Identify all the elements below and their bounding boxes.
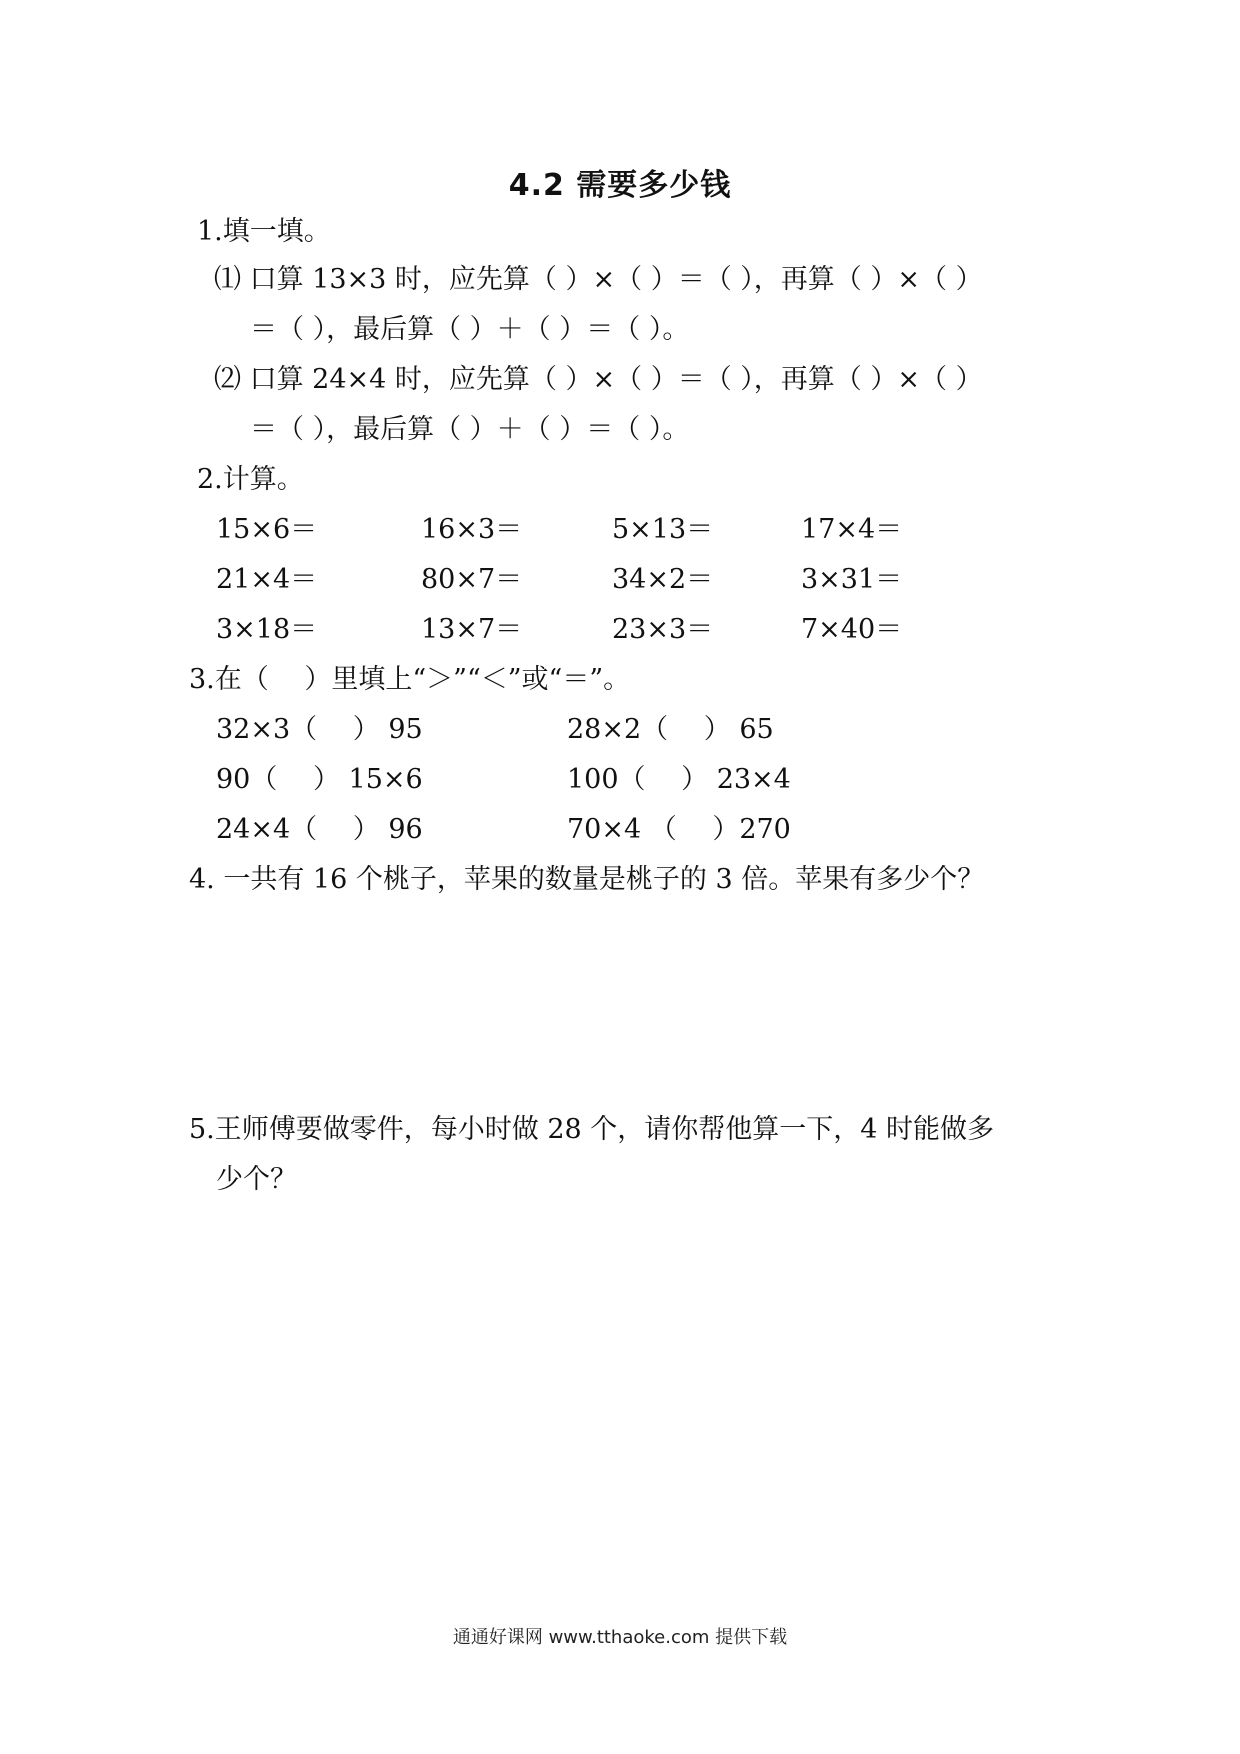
calc-item: 80×7＝: [421, 564, 523, 595]
calc-item: 3×18＝: [216, 614, 318, 645]
calc-item: 15×6＝: [216, 514, 318, 545]
compare-item: 100（ ） 23×4: [567, 764, 791, 795]
compare-item: 90（ ） 15×6: [216, 764, 423, 795]
section1-heading: 1.填一填。: [197, 216, 331, 247]
compare-item: 28×2（ ） 65: [567, 714, 774, 745]
calc-item: 16×3＝: [421, 514, 523, 545]
calc-item: 3×31＝: [801, 564, 903, 595]
section2-heading: 2.计算。: [197, 464, 304, 495]
calc-item: 23×3＝: [612, 614, 714, 645]
calc-item: 21×4＝: [216, 564, 318, 595]
section1-item1-line2: ＝（ ），最后算（ ）＋（ ）＝（ ）。: [250, 314, 690, 345]
section5-question-line1: 5.王师傅要做零件，每小时做 28 个，请你帮他算一下，4 时能做多: [189, 1114, 995, 1145]
compare-item: 70×4 （ ）270: [567, 814, 791, 845]
section3-heading: 3.在（ ）里填上“＞”“＜”或“＝”。: [189, 664, 631, 695]
section5-question-line2: 少个？: [216, 1164, 297, 1195]
section1-item1-line1: ⑴ 口算 13×3 时，应先算（ ）×（ ）＝（ ），再算（ ）×（ ）: [214, 264, 983, 295]
footer-source: 通通好课网 www.tthaoke.com 提供下载: [452, 1627, 788, 1648]
section4-question: 4. 一共有 16 个桃子，苹果的数量是桃子的 3 倍。苹果有多少个？: [189, 864, 985, 895]
calc-item: 17×4＝: [801, 514, 903, 545]
calc-item: 34×2＝: [612, 564, 714, 595]
compare-item: 32×3（ ） 95: [216, 714, 423, 745]
calc-item: 5×13＝: [612, 514, 714, 545]
section1-item2-line1: ⑵ 口算 24×4 时，应先算（ ）×（ ）＝（ ），再算（ ）×（ ）: [214, 364, 983, 395]
section1-item2-line2: ＝（ ），最后算（ ）＋（ ）＝（ ）。: [250, 414, 690, 445]
calc-item: 7×40＝: [801, 614, 903, 645]
calc-item: 13×7＝: [421, 614, 523, 645]
compare-item: 24×4（ ） 96: [216, 814, 423, 845]
page-title: 4.2 需要多少钱: [508, 168, 732, 203]
